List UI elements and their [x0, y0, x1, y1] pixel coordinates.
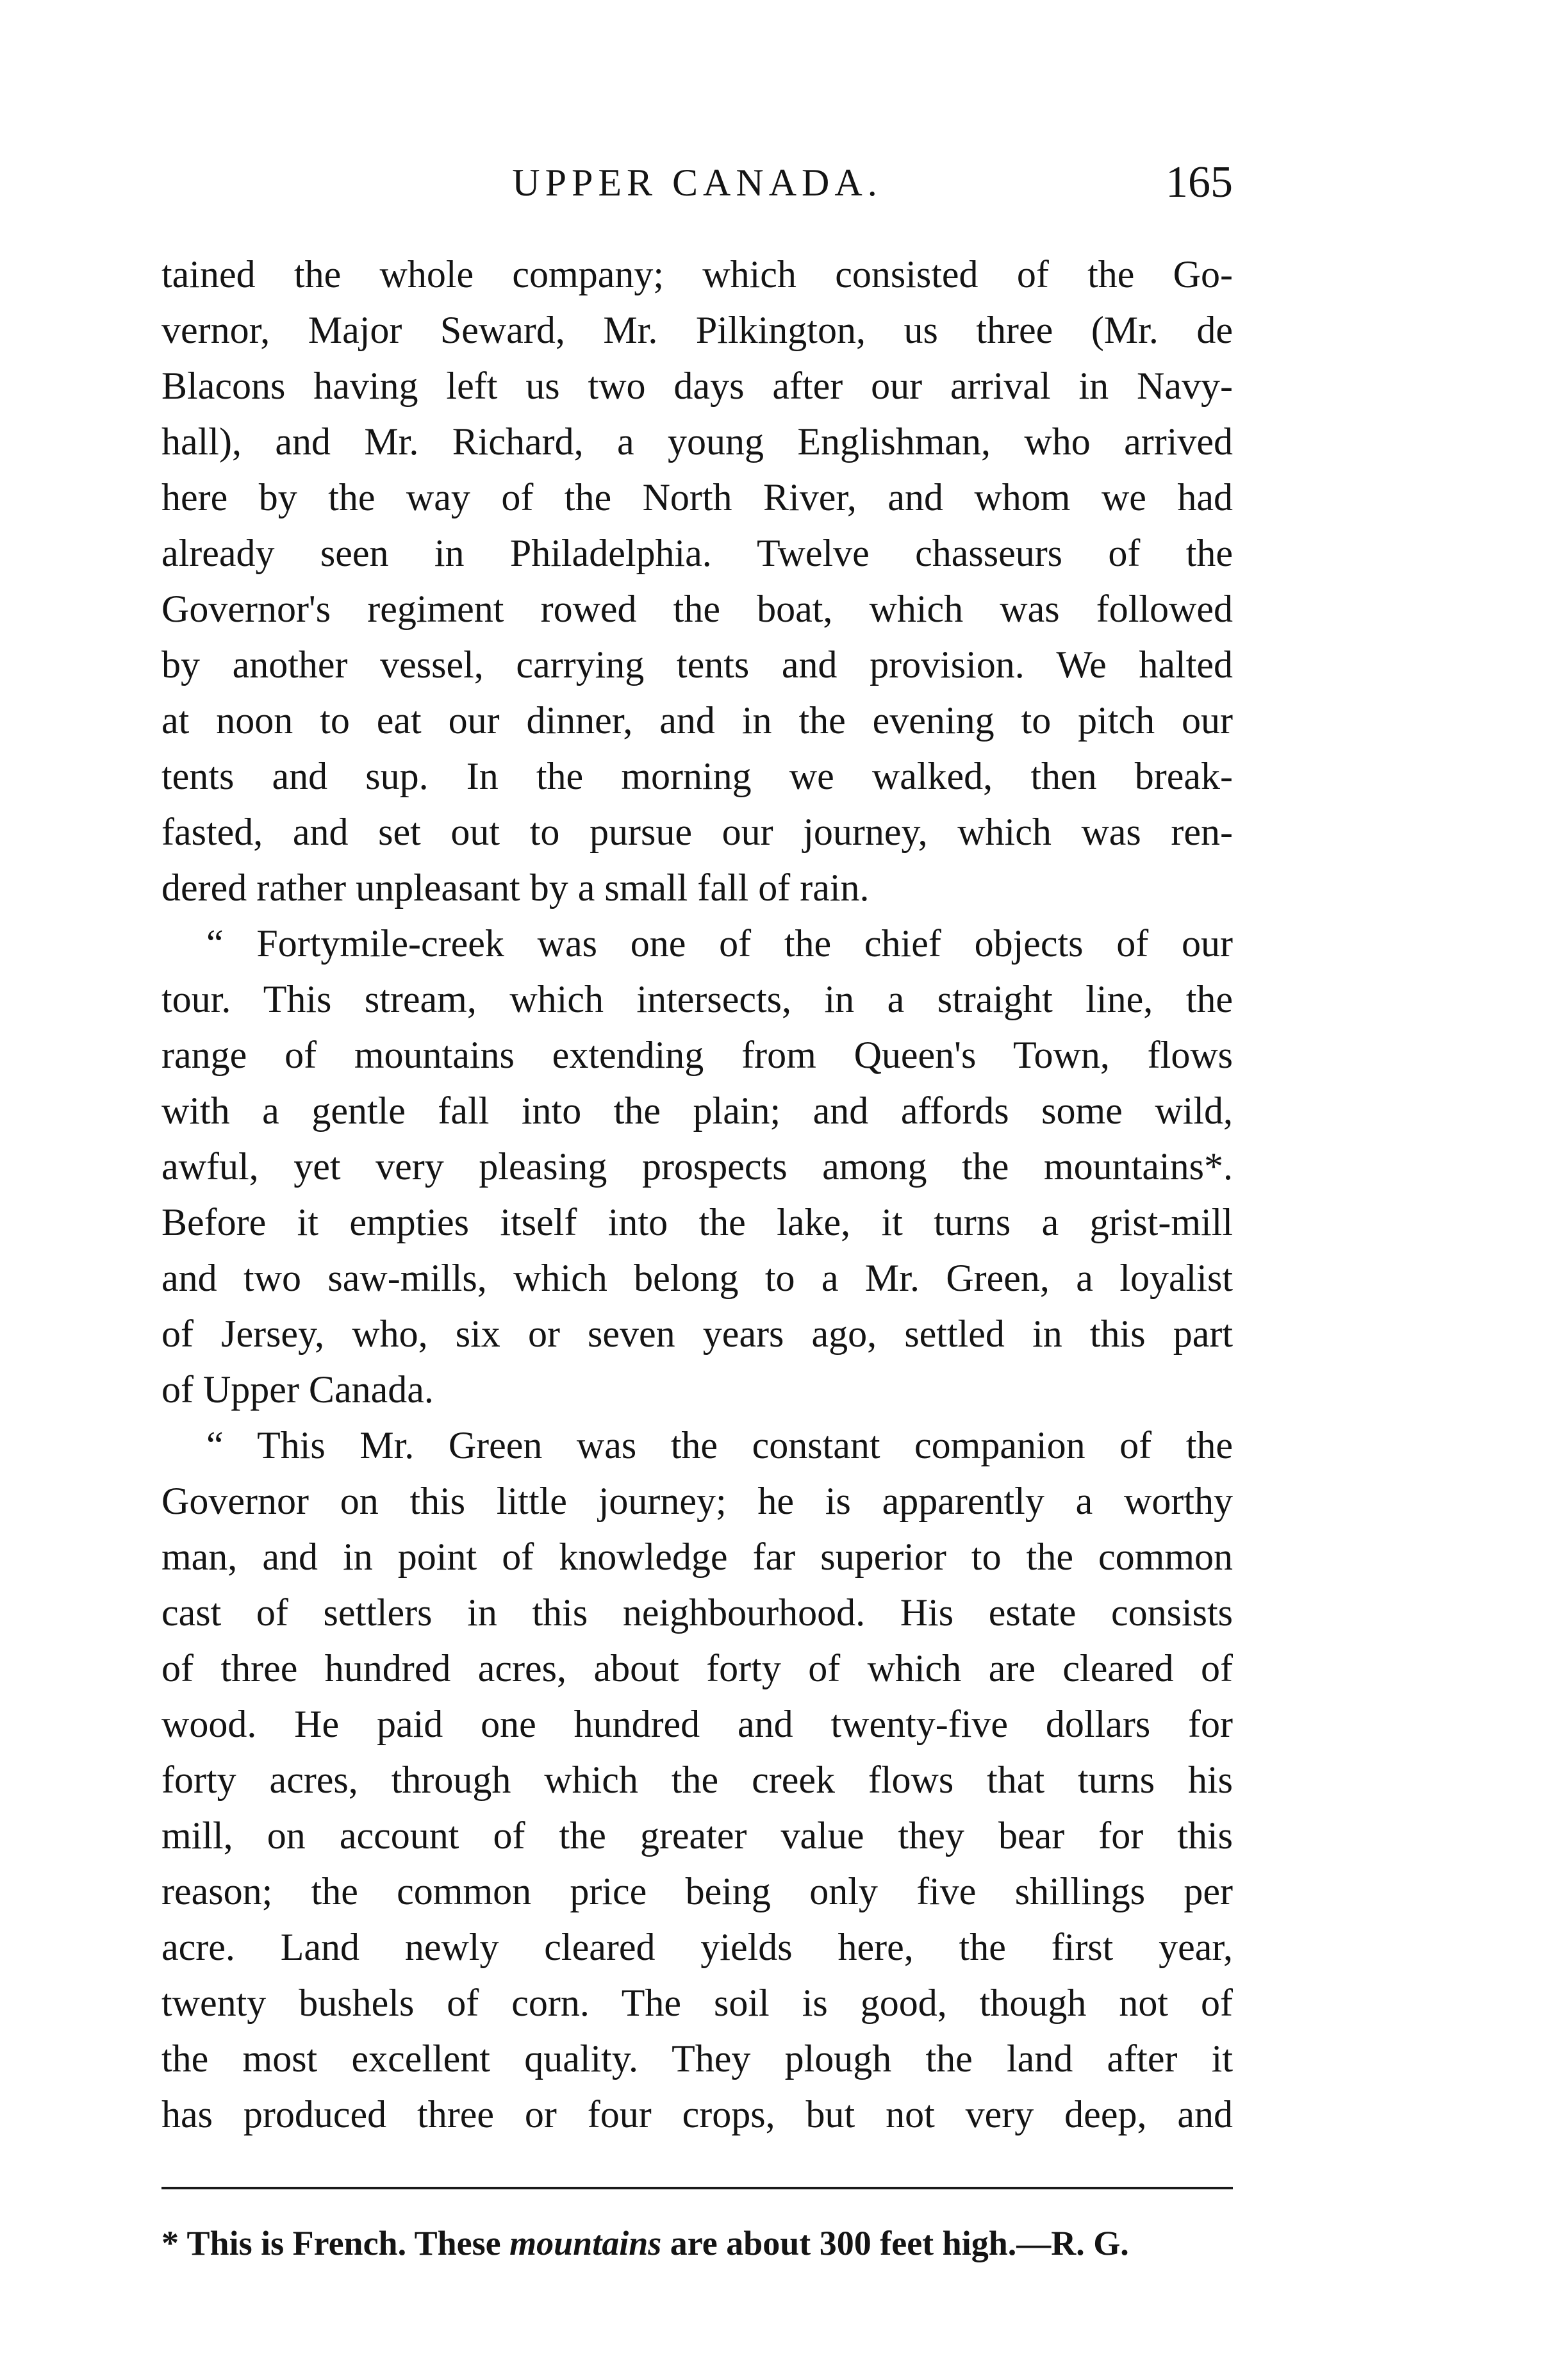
text-line: of Jersey, who, six or seven years ago, settled in this part: [161, 1313, 1233, 1355]
page-header: [161, 154, 1233, 211]
text-line: Before it empties itself into the lake, it turns a grist-mill: [161, 1201, 1233, 1243]
footnote-italic: mountains: [509, 2224, 662, 2262]
footnote: [161, 2218, 1251, 2269]
text-line: Governor's regiment rowed the boat, which was followed: [161, 588, 1233, 630]
text-line: dered rather unpleasant by a small fall of rain.: [161, 867, 870, 909]
text-line: vernor, Major Seward, Mr. Pilkington, us three (Mr. de: [161, 309, 1233, 351]
text-line: tained the whole company; which consisted of the Go-: [161, 253, 1233, 295]
text-line: tents and sup. In the morning we walked, then break-: [161, 755, 1233, 797]
text-line: at noon to eat our dinner, and in the evening to pitch our: [161, 699, 1233, 742]
text-line: twenty bushels of corn. The soil is good, though not of: [161, 1982, 1233, 2024]
page-number: 165: [1166, 158, 1233, 207]
text-line: “ This Mr. Green was the constant companion of the: [206, 1424, 1233, 1466]
text-line: awful, yet very pleasing prospects among the mountains*.: [161, 1145, 1233, 1188]
text-line: “ Fortymile-creek was one of the chief objects of our: [206, 922, 1233, 965]
text-line: cast of settlers in this neighbourhood. His estate consists: [161, 1591, 1233, 1634]
text-line: wood. He paid one hundred and twenty-five dollars for: [161, 1703, 1233, 1745]
text-line: Blacons having left us two days after our arrival in Navy-: [161, 365, 1233, 407]
text-line: mill, on account of the greater value they bear for this: [161, 1814, 1233, 1857]
text-line: of Upper Canada.: [161, 1368, 434, 1411]
body-text: [161, 247, 1233, 2143]
text-line: tour. This stream, which intersects, in a straight line, the: [161, 978, 1233, 1020]
text-line: forty acres, through which the creek flows that turns his: [161, 1759, 1233, 1801]
text-line: reason; the common price being only five shillings per: [161, 1870, 1233, 1912]
text-line: Governor on this little journey; he is apparently a worthy: [161, 1480, 1233, 1522]
text-line: by another vessel, carrying tents and provision. We halted: [161, 643, 1233, 686]
text-line: already seen in Philadelphia. Twelve chasseurs of the: [161, 532, 1233, 574]
running-head: UPPER CANADA.: [512, 162, 882, 204]
text-line: man, and in point of knowledge far superior to the common: [161, 1536, 1233, 1578]
text-line: has produced three or four crops, but not very deep, and: [161, 2093, 1233, 2136]
text-line: and two saw-mills, which belong to a Mr. Green, a loyalist: [161, 1257, 1233, 1299]
footnote-rule: [161, 2187, 1233, 2189]
text-line: the most excellent quality. They plough the land after it: [161, 2037, 1233, 2080]
text-line: here by the way of the North River, and whom we had: [161, 476, 1233, 518]
footnote-text: This is French. These: [186, 2224, 501, 2262]
text-line: with a gentle fall into the plain; and affords some wild,: [161, 1090, 1233, 1132]
text-line: fasted, and set out to pursue our journey, which was ren-: [161, 811, 1233, 853]
text-line: hall), and Mr. Richard, a young Englishman, who arrived: [161, 420, 1233, 463]
text-line: range of mountains extending from Queen's Town, flows: [161, 1034, 1233, 1076]
text-line: of three hundred acres, about forty of which are cleared of: [161, 1647, 1233, 1689]
footnote-text-end: are about 300 feet high.—R. G.: [670, 2224, 1129, 2262]
footnote-marker: *: [161, 2224, 179, 2262]
text-line: acre. Land newly cleared yields here, the first year,: [161, 1926, 1233, 1968]
